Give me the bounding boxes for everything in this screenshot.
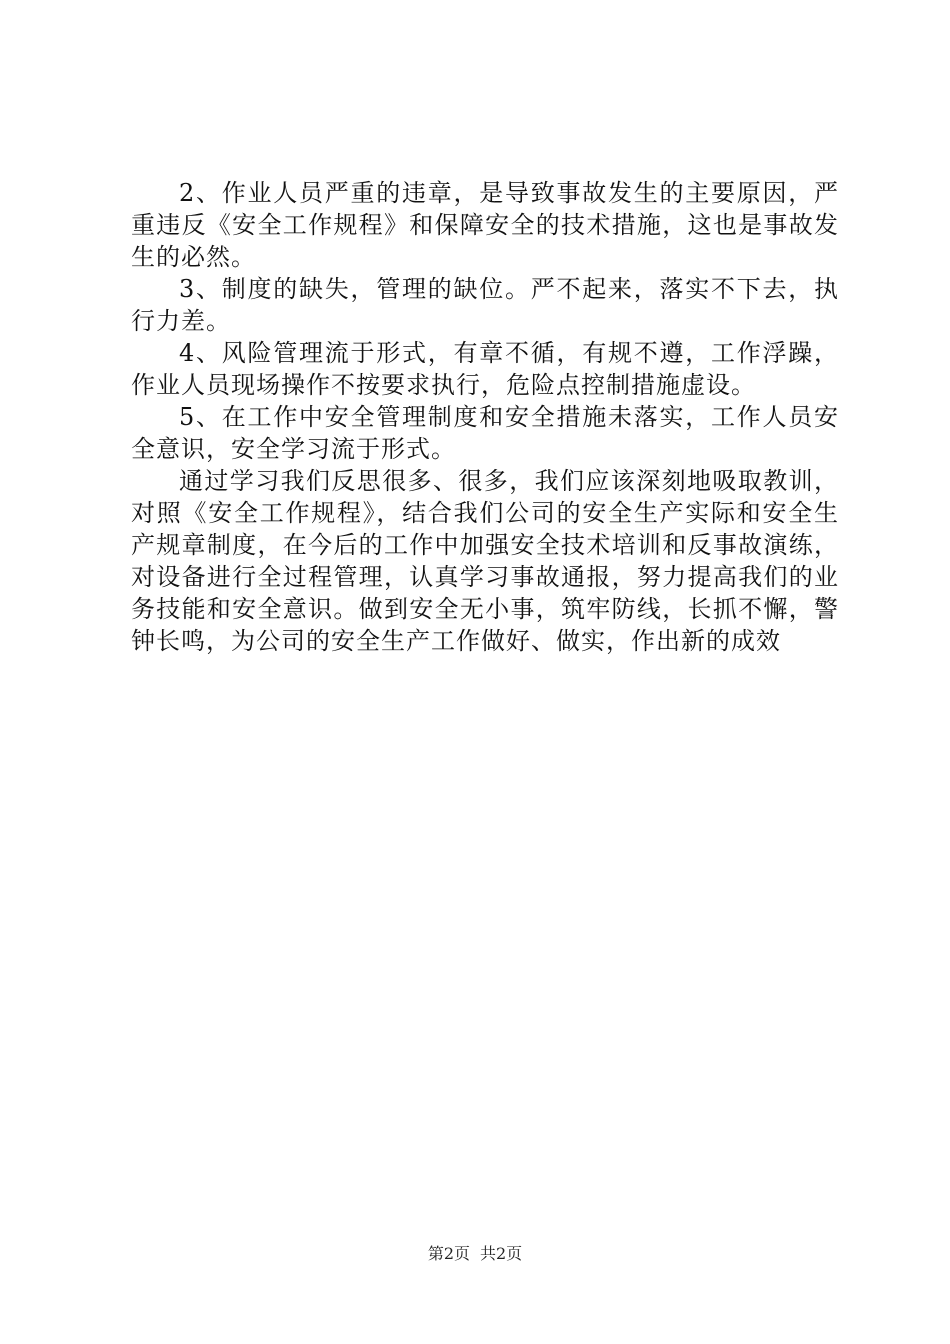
- page-total: 共2页: [480, 1244, 523, 1263]
- paragraph-conclusion: 通过学习我们反思很多、很多，我们应该深刻地吸取教训，对照《安全工作规程》，结合我们公司的安全生产实际和安全生产规章制度，在今后的工作中加强安全技术培训和反事故演练，对设备进行全过程管理，认真学习事故通报，努力提高我们的业务技能和安全意识。做到安全无小事，筑牢防线，长抓不懈，警钟长鸣，为公司的安全生产工作做好、做实，作出新的成效: [131, 467, 839, 655]
- document-body: [131, 177, 839, 657]
- page-number: 第2页: [427, 1244, 470, 1263]
- paragraph-item-2: 2、作业人员严重的违章，是导致事故发生的主要原因，严重违反《安全工作规程》和保障安全的技术措施，这也是事故发生的必然。: [131, 179, 839, 271]
- paragraph-item-5: 5、在工作中安全管理制度和安全措施未落实，工作人员安全意识，安全学习流于形式。: [131, 403, 839, 463]
- paragraph-item-4: 4、风险管理流于形式，有章不循，有规不遵，工作浮躁，作业人员现场操作不按要求执行，危险点控制措施虚设。: [131, 339, 839, 399]
- paragraph-item-3: 3、制度的缺失，管理的缺位。严不起来，落实不下去，执行力差。: [131, 275, 839, 335]
- page-footer: [0, 1244, 950, 1264]
